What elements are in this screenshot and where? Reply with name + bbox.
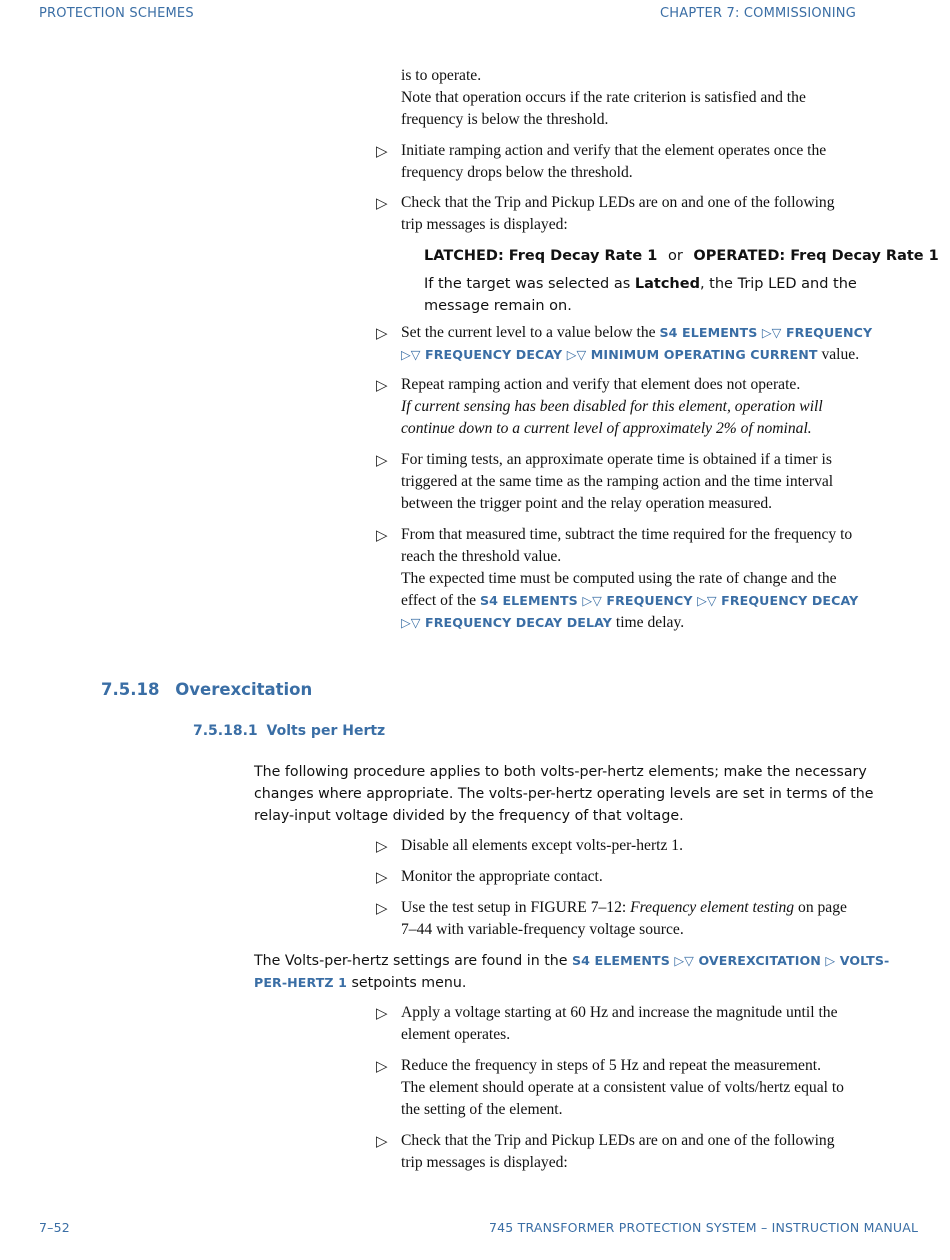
footer-page-number: 7–52	[39, 1220, 70, 1235]
menu-path: ▷▽ FREQUENCY DECAY DELAY	[401, 615, 612, 630]
text-line: From that measured time, subtract the time required for the frequency to	[401, 526, 853, 543]
text-line: trip messages is displayed:	[401, 216, 568, 233]
header-section-title: PROTECTION SCHEMES	[39, 6, 194, 21]
text-run: , the Trip LED and the	[699, 276, 857, 292]
step-apply-voltage	[401, 1002, 838, 1046]
text-line: Check that the Trip and Pickup LEDs are on and one of the following	[401, 194, 835, 211]
step-bullet-icon: ▷	[376, 376, 388, 394]
text-run: The Volts-per-hertz settings are found in the	[254, 953, 568, 969]
text-line	[254, 972, 889, 994]
section-heading	[101, 680, 312, 699]
step-bullet-icon: ▷	[376, 194, 388, 212]
text-line: The following procedure applies to both volts-per-hertz elements; make the necessary	[254, 764, 867, 780]
text-run: setpoints menu.	[351, 975, 467, 991]
latched-emphasis: Latched	[634, 276, 700, 292]
text-line	[254, 950, 889, 972]
text-line: frequency is below the threshold.	[401, 111, 609, 128]
subsection-heading	[193, 723, 385, 739]
step-reduce-frequency	[401, 1055, 844, 1121]
text-line: If current sensing has been disabled for this element, operation will	[401, 398, 823, 415]
step-subtract-time	[401, 524, 858, 634]
text-line	[424, 273, 857, 295]
step-bullet-icon: ▷	[376, 899, 388, 917]
step-bullet-icon: ▷	[376, 837, 388, 855]
step-repeat-ramping	[401, 374, 823, 440]
text-line: Repeat ramping action and verify that element does not operate.	[401, 376, 801, 393]
text-line: reach the threshold value.	[401, 548, 562, 565]
message-latched: LATCHED: Freq Decay Rate 1	[424, 248, 658, 264]
text-run: value.	[821, 346, 860, 363]
text-line	[401, 344, 872, 366]
text-line	[401, 897, 847, 919]
step-bullet-icon: ▷	[376, 142, 388, 160]
vph-intro-paragraph	[254, 761, 873, 827]
step-set-current	[401, 322, 872, 366]
step-bullet-icon: ▷	[376, 451, 388, 469]
footer-manual-title: 745 TRANSFORMER PROTECTION SYSTEM – INSTRUCTION MANUAL	[489, 1220, 919, 1235]
step-bullet-icon: ▷	[376, 868, 388, 886]
text-line	[401, 322, 872, 344]
text-line: changes where appropriate. The volts-per-hertz operating levels are set in terms of the	[254, 786, 874, 802]
text-line: message remain on.	[424, 298, 572, 314]
text-line: The expected time must be computed using the rate of change and the	[401, 570, 837, 587]
text-line: between the trigger point and the relay operation measured.	[401, 495, 773, 512]
text-line: frequency drops below the threshold.	[401, 164, 633, 181]
text-line	[401, 590, 858, 612]
vph-settings-paragraph	[254, 950, 889, 994]
text-line: relay-input voltage divided by the frequency of that voltage.	[254, 808, 684, 824]
menu-path: PER-HERTZ 1	[254, 975, 348, 990]
continuation-text	[401, 65, 806, 131]
text-run: Use the test setup in FIGURE 7–12:	[401, 899, 627, 916]
text-line: The element should operate at a consistent value of volts/hertz equal to	[401, 1079, 844, 1096]
menu-path: ▷▽ FREQUENCY DECAY ▷▽ MINIMUM OPERATING CURRENT	[401, 347, 818, 362]
text-run: effect of the	[401, 592, 477, 609]
text-line	[401, 612, 858, 634]
text-line: Apply a voltage starting at 60 Hz and increase the magnitude until the	[401, 1004, 838, 1021]
step-timing-tests	[401, 449, 833, 515]
text-line: Note that operation occurs if the rate criterion is satisfied and the	[401, 89, 806, 106]
step-bullet-icon: ▷	[376, 1057, 388, 1075]
section-number: 7.5.18	[101, 680, 160, 699]
text-run: on page	[798, 899, 847, 916]
text-line: Initiate ramping action and verify that the element operates once the	[401, 142, 827, 159]
step-bullet-icon: ▷	[376, 324, 388, 342]
latched-note	[424, 273, 857, 317]
text-line: continue down to a current level of approximately 2% of nominal.	[401, 420, 812, 437]
menu-path: S4 ELEMENTS ▷▽ FREQUENCY ▷▽ FREQUENCY DECAY	[479, 593, 859, 608]
step-bullet-icon: ▷	[376, 526, 388, 544]
step-test-setup	[401, 897, 847, 941]
text-line: element operates.	[401, 1026, 511, 1043]
text-line: triggered at the same time as the ramping action and the time interval	[401, 473, 834, 490]
menu-path: S4 ELEMENTS ▷▽ OVEREXCITATION ▷ VOLTS-	[572, 953, 890, 968]
text-line: is to operate.	[401, 67, 482, 84]
step-monitor-contact: Monitor the appropriate contact.	[401, 868, 603, 885]
step-check-leds-vph	[401, 1130, 835, 1174]
step-initiate-ramping	[401, 140, 826, 184]
text-line: trip messages is displayed:	[401, 1154, 568, 1171]
subsection-number: 7.5.18.1	[193, 723, 258, 739]
section-title: Overexcitation	[175, 680, 313, 699]
step-bullet-icon: ▷	[376, 1132, 388, 1150]
message-operated: OPERATED: Freq Decay Rate 1	[693, 248, 939, 264]
trip-messages	[424, 245, 939, 267]
menu-path: S4 ELEMENTS ▷▽ FREQUENCY	[659, 325, 873, 340]
message-or: or	[667, 248, 683, 264]
text-line: Reduce the frequency in steps of 5 Hz and repeat the measurement.	[401, 1057, 821, 1074]
figure-title: Frequency element testing	[630, 899, 795, 916]
text-line: For timing tests, an approximate operate time is obtained if a timer is	[401, 451, 832, 468]
text-run: time delay.	[615, 614, 685, 631]
subsection-title: Volts per Hertz	[266, 723, 386, 739]
step-bullet-icon: ▷	[376, 1004, 388, 1022]
text-line: Check that the Trip and Pickup LEDs are on and one of the following	[401, 1132, 835, 1149]
header-chapter-title: CHAPTER 7: COMMISSIONING	[660, 6, 856, 21]
text-line: 7–44 with variable-frequency voltage source.	[401, 921, 684, 938]
step-disable-elements: Disable all elements except volts-per-hertz 1.	[401, 837, 683, 854]
step-check-leds	[401, 192, 835, 236]
text-line: the setting of the element.	[401, 1101, 563, 1118]
text-run: Set the current level to a value below the	[401, 324, 656, 341]
text-run: If the target was selected as	[424, 276, 631, 292]
